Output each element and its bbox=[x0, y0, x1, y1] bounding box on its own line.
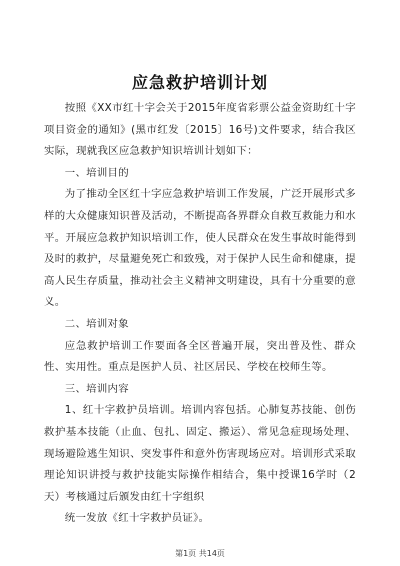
section-heading-content: 三、培训内容 bbox=[64, 382, 129, 395]
document-title: 应急救护培训计划 bbox=[131, 73, 268, 92]
paragraph-intro: 按照《XX市红十字会关于2015年度省彩票公益金资助红十字项目资金的通知》(黑市红发〔2015〕16号)文件要求，结合我区实际，现就我区应急救护知识培训计划如下： bbox=[44, 102, 356, 158]
document-body bbox=[44, 98, 356, 530]
section-heading-purpose: 一、培训目的 bbox=[64, 166, 129, 179]
page-footer: 第1页 共14页 bbox=[175, 549, 225, 558]
paragraph-audience: 应急救护培训工作要面各全区普遍开展，突出普及性、群众性、实用性。重点是医护人员、社区居民、学校在校师生等。 bbox=[44, 339, 356, 374]
paragraph-content: 1、红十字救护员培训。培训内容包括。心肺复苏技能、创伤救护基本技能（止血、包扎、固定、搬运）、常见急症现场处理、现场避险逃生知识、突发事件和意外伤害现场应对。培训形式采取理论知识讲授与救护技能实际操作相结合，集中授课16学时（2天）考核通过后颁发由红十字组织 bbox=[44, 404, 356, 503]
section-heading-audience: 二、培训对象 bbox=[64, 317, 129, 330]
paragraph-certificate: 统一发放《红十字救护员证》。 bbox=[64, 512, 210, 525]
paragraph-purpose: 为了推动全区红十字应急救护培训工作发展，广泛开展形式多样的大众健康知识普及活动，不断提高各界群众自救互救能力和水平。开展应急救护知识培训工作，使人民群众在发生事故时能得到及时的救护，尽量避免死亡和致残，对于保护人民生命和健康，提高人民生存质量，推动社会主义精神文明建设，具有十分重要的意义。 bbox=[44, 188, 356, 309]
